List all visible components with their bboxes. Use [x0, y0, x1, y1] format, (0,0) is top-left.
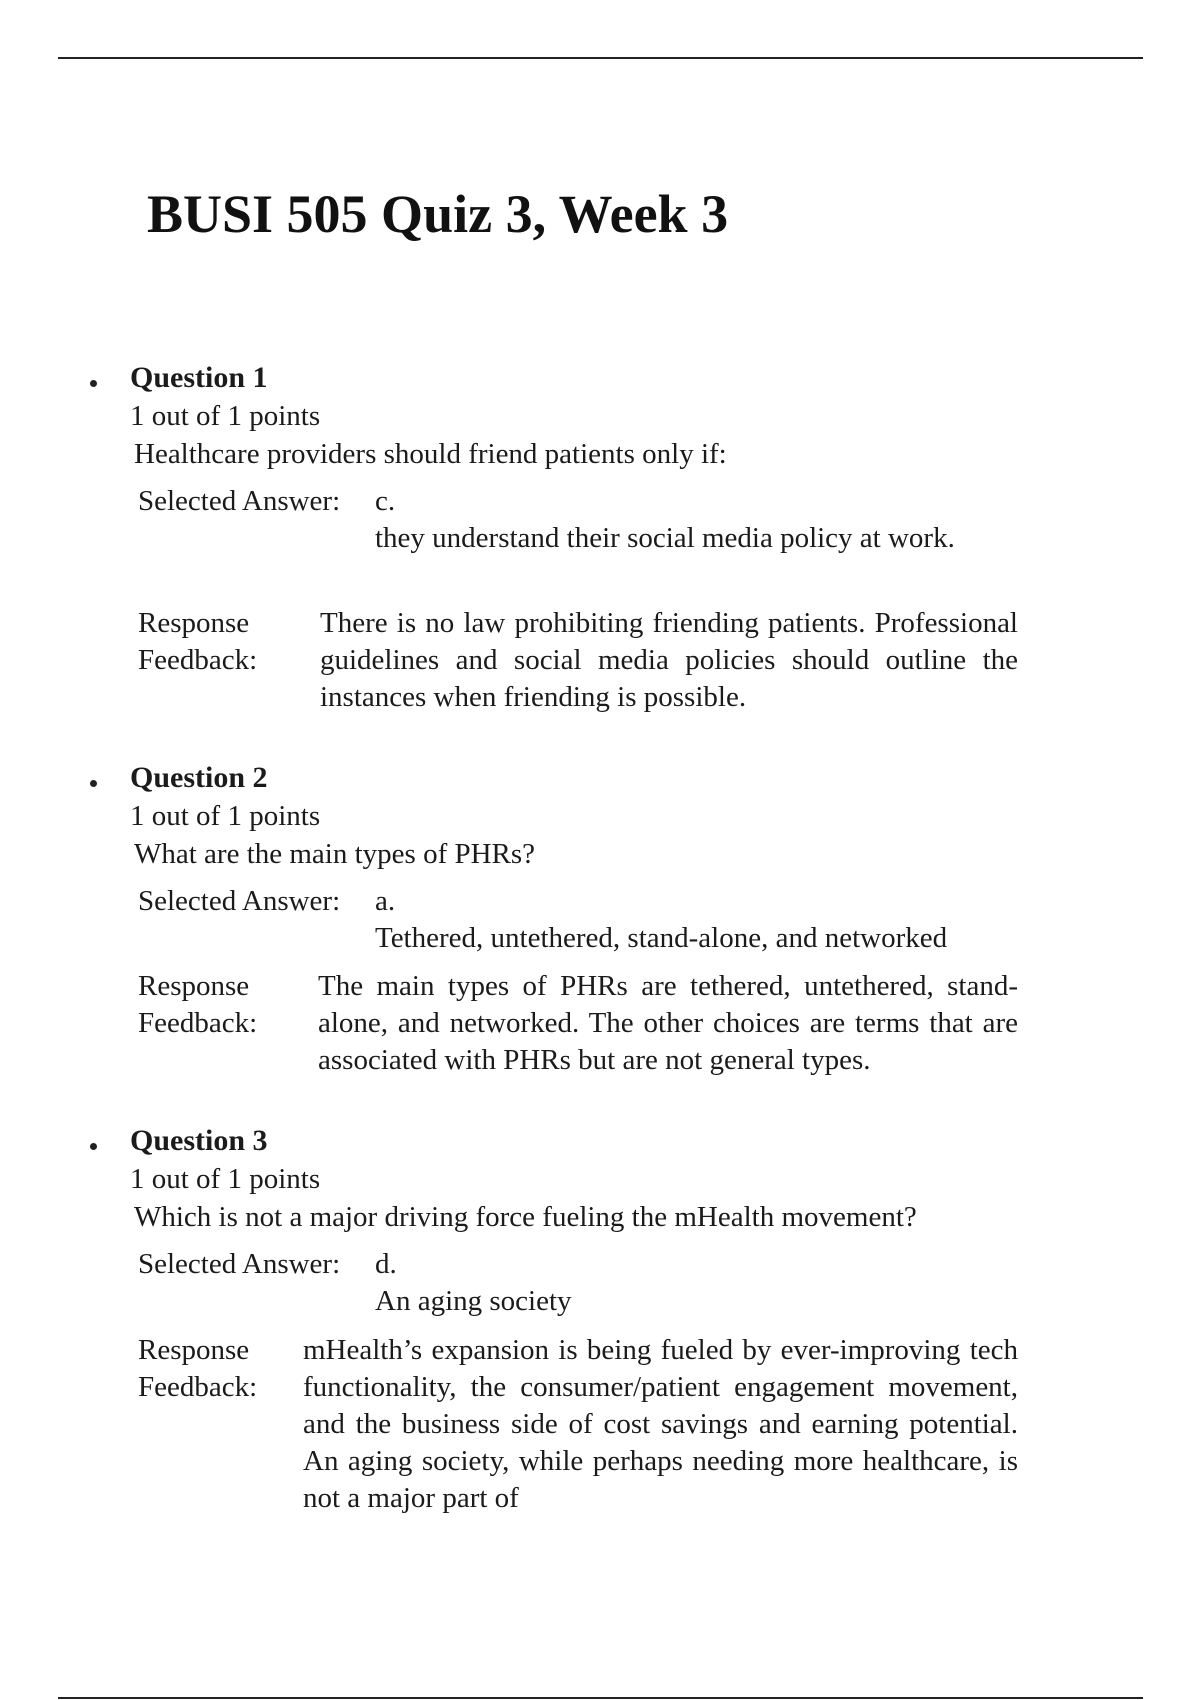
response-feedback-text: mHealth’s expansion is being fueled by ever-improving tech functionality, the consumer/patient engagement movement, and the business side of cost savings and earning potential. An aging society, while perhaps needing more healthcare, is not a major part of: [303, 1334, 1018, 1514]
selected-answer-letter: c.: [375, 485, 396, 517]
question-points: 1 out of 1 points: [130, 800, 321, 832]
response-feedback-label: Response Feedback:: [138, 1334, 258, 1403]
question-heading: Question 1: [130, 361, 268, 394]
bullet-icon: [90, 380, 97, 387]
selected-answer-letter: a.: [375, 885, 396, 917]
bullet-icon: [90, 780, 97, 787]
response-feedback-label: Response Feedback:: [138, 607, 258, 676]
top-rule: [58, 57, 1143, 59]
response-feedback-text: The main types of PHRs are tethered, untethered, stand-alone, and networked. The other choices are terms that are associated with PHRs but are not general types.: [318, 970, 1018, 1076]
question-text: What are the main types of PHRs?: [134, 838, 536, 870]
selected-answer-text: An aging society: [375, 1285, 572, 1317]
question-text: Healthcare providers should friend patients only if:: [134, 438, 727, 470]
question-points: 1 out of 1 points: [130, 1163, 321, 1195]
question-points: 1 out of 1 points: [130, 400, 321, 432]
response-feedback-label: Response Feedback:: [138, 970, 258, 1039]
selected-answer-text: they understand their social media policy at work.: [375, 522, 955, 554]
document-title: BUSI 505 Quiz 3, Week 3: [147, 184, 729, 244]
selected-answer-text: Tethered, untethered, stand-alone, and networked: [375, 922, 948, 954]
selected-answer-label: Selected Answer:: [138, 485, 341, 517]
question-text: Which is not a major driving force fueling the mHealth movement?: [134, 1201, 917, 1233]
bottom-rule: [58, 1697, 1143, 1699]
selected-answer-label: Selected Answer:: [138, 885, 341, 917]
selected-answer-letter: d.: [375, 1248, 397, 1280]
selected-answer-label: Selected Answer:: [138, 1248, 341, 1280]
question-heading: Question 3: [130, 1124, 268, 1157]
bullet-icon: [90, 1143, 97, 1150]
question-heading: Question 2: [130, 761, 268, 794]
response-feedback-text: There is no law prohibiting friending patients. Professional guidelines and social media policies should outline the instances when friending is possible.: [320, 607, 1018, 713]
